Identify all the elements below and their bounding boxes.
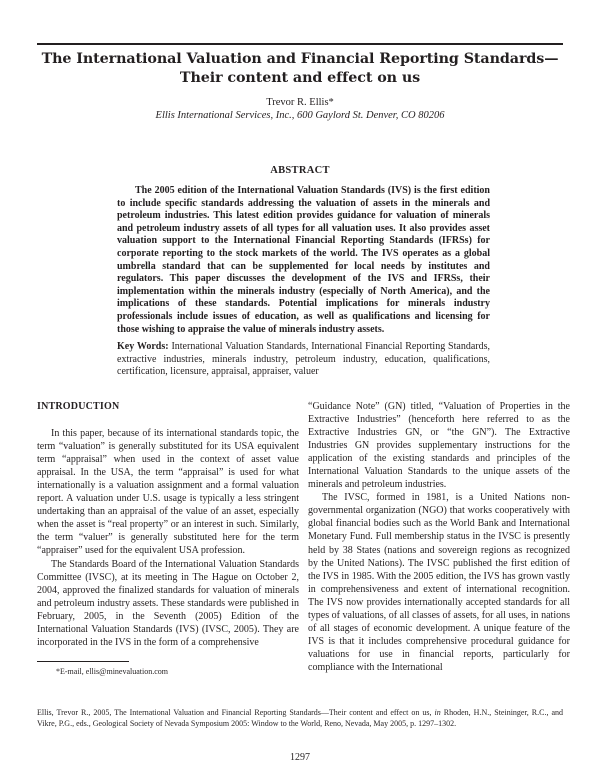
citation-italic: in [434,708,441,717]
paragraph: In this paper, because of its international standards topic, the term “valuation” is generally substituted for its USA equivalent term “appraisal” when used in the context of asset value appraisal. In the USA, the term “appraisal” is used for what internationally is a valuation assignment and a formal valuation report. A valuation under U.S. usage is typically a less stringent undertaking than an appraisal of the value of an asset, especially when the asset is “real property” or an interest in such. Similarly, the term “valuer” is generally substituted here for the term “appraiser” used for the equivalent USA profession. [37,428,299,557]
citation-part-2: Rhoden, H.N., Steininger, R.C., and Vikre, P.G., eds., Geological Society of Nevada Symposium 2005: Window to the World, Reno, Nevada, May 2005, p. 1297–1302. [37,708,564,728]
section-heading-introduction: INTRODUCTION [37,401,120,412]
keywords-text: International Valuation Standards, International Financial Reporting Standards, extractive industries, minerals industry, petroleum industry, education, qualifications, certification, licensure, appraisal, appraiser, valuer [117,341,490,378]
footnote-email: *E-mail, ellis@minevaluation.com [56,667,169,676]
paragraph: The IVSC, formed in 1981, is a United Nations non-governmental organization (NGO) that works cooperatively with global financial bodies such as the World Bank and International Monetary Fund. Full membership status in the IVSC is presently held by 38 States (nations and sovereign regions as recognized by the United Nations). The IVSC published the first edition of the IVS in 1985. With the 2005 edition, the IVS has grown vastly in comprehensiveness and extent of international recognition. The IVS now provides internationally accepted standards for all types of valuations, of all classes of assets, for all uses, in nations of all stages of economic development. A unique feature of the IVS is that it includes comprehensive procedural guidance for valuations for use in financial reports, particularly for compliance with the International [308,492,570,673]
footnote-rule [37,661,129,662]
title-line-1: The International Valuation and Financial Reporting Standards— [41,51,559,67]
keywords [117,341,490,379]
paragraph: The Standards Board of the International Valuation Standards Committee (IVSC), at its meeting in The Hague on October 2, 2004, approved the finalized standards for valuation of minerals and petroleum industry assets. These standards were published in February, 2005, in the Seventh (2005) Edition of the International Valuation Standards (IVS) (IVSC, 2005). They are incorporated in the IVS in the form of a comprehensive [37,558,299,648]
author-affiliation: Ellis International Services, Inc., 600 Gaylord St. Denver, CO 80206 [155,110,445,121]
keywords-label: Key Words: [117,341,169,352]
paragraph: “Guidance Note” (GN) titled, “Valuation of Properties in the Extractive Industries” (henceforth here referred to as the Extractive Industries GN, or “the GN”). The Extractive Industries GN provides supplementary instructions for the application of the existing standards and principles of the International Valuation Standards to the unique assets of the minerals and petroleum industries. [308,401,570,491]
title-line-2: Their content and effect on us [179,70,421,86]
left-column [37,400,299,649]
right-column [308,400,570,674]
abstract-body: The 2005 edition of the International Valuation Standards (IVS) is the first edition to include specific standards addressing the valuation of assets in the minerals and petroleum industries. This latest edition provides guidance for valuation of minerals and petroleum industry assets of all types for all valuation uses. It also provides asset valuation support to the International Financial Reporting Standards (IFRSs) for corporate reporting to the stock markets of the world. The IVS operates as a global umbrella standard that can be supplemented for local needs by institutes and regulators. This paper discusses the development of the IVS and IFRSs, their implementation within the minerals industry (especially of North America), and the implications of these standards. Potential implications for minerals industry professionals include issues of education, as well as qualifications and licensing for those wishing to appraise the value of minerals industry assets. [117,185,490,335]
abstract-heading: ABSTRACT [270,165,330,176]
page-number: 1297 [290,752,310,763]
author-name: Trevor R. Ellis* [266,97,334,108]
paper-title [37,50,563,88]
citation [37,708,563,729]
citation-part-1: Ellis, Trevor R., 2005, The International Valuation and Financial Reporting Standards—Their content and effect on us, [37,708,432,717]
top-rule [37,43,563,45]
